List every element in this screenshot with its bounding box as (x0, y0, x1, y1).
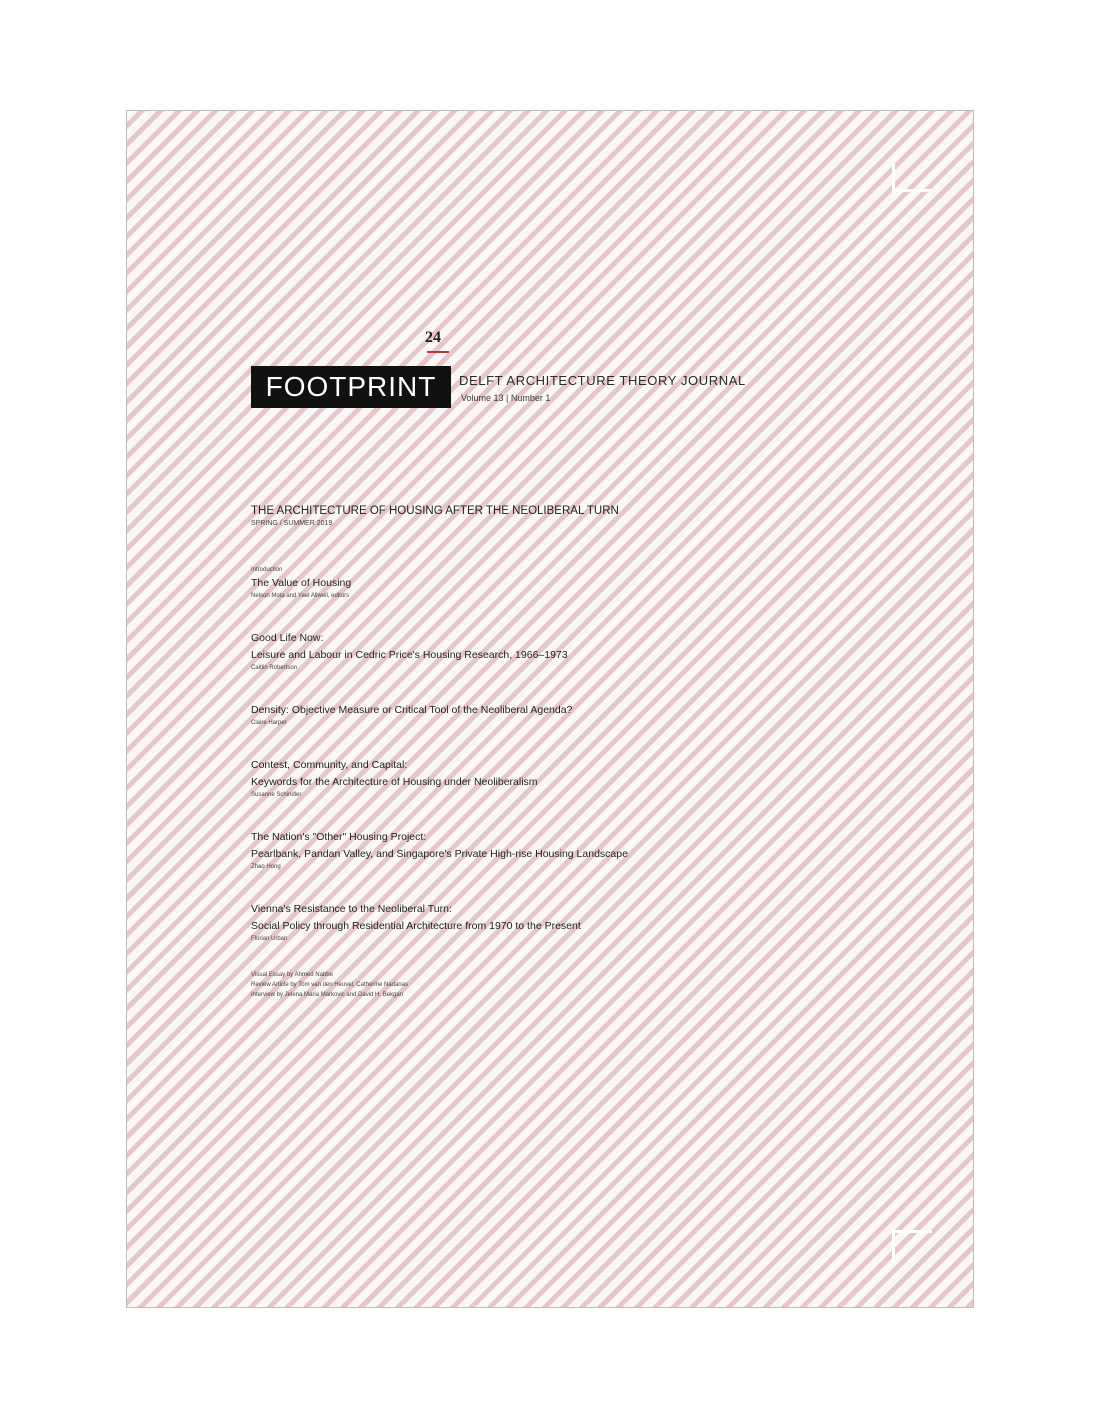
contents-entry (251, 631, 891, 671)
entry-subtitle: Pearlbank, Pandan Valley, and Singapore's Private High-rise Housing Landscape (251, 848, 628, 860)
credit-line: Review Article by Tom van den Heuvel, Catherine Nadanas (251, 982, 408, 988)
entry-author: Zhao Hong (251, 864, 281, 870)
entry-author: Nelson Mota and Yael Allweil, editors (251, 593, 350, 599)
journal-name: DELFT ARCHITECTURE THEORY JOURNAL (459, 373, 746, 388)
entry-title: Good Life Now: (251, 632, 324, 644)
contents-entry (251, 758, 891, 798)
entry-title: The Value of Housing (251, 577, 352, 589)
entry-author: Florian Urban (251, 936, 288, 942)
issue-number-underline (427, 351, 449, 353)
contents-entry (251, 567, 891, 599)
credit-line: Interview by Jelena Maria Markovic and David H. Bekgan (251, 992, 404, 998)
footprint-logo: FOOTPRINT (251, 366, 451, 408)
entry-title: The Nation's "Other" Housing Project: (251, 831, 427, 843)
entry-author: Susanne Schindler (251, 792, 302, 798)
entry-author: Caitlin Robertson (251, 665, 298, 671)
volume-number: Volume 13 | Number 1 (461, 393, 551, 403)
issue-number: 24 (425, 329, 441, 346)
issue-season: SPRING / SUMMER 2019 (251, 520, 333, 527)
issue-title: THE ARCHITECTURE OF HOUSING AFTER THE NEOLIBERAL TURN (251, 505, 619, 517)
credit-line: Visual Essay by Ahmed Nabbe (251, 972, 333, 978)
entry-subtitle: Social Policy through Residential Architecture from 1970 to the Present (251, 920, 581, 932)
contents-entry (251, 830, 891, 870)
entry-subtitle: Keywords for the Architecture of Housing under Neoliberalism (251, 776, 538, 788)
entry-subtitle: Leisure and Labour in Cedric Price's Housing Research, 1966–1973 (251, 649, 568, 661)
entry-title: Density: Objective Measure or Critical Tool of the Neoliberal Agenda? (251, 704, 573, 716)
entry-author: Claire Harper (251, 720, 287, 726)
crop-mark-bottom-horizontal (892, 1230, 932, 1233)
table-of-contents (251, 505, 891, 1002)
crop-mark-bottom (892, 1233, 895, 1263)
crop-mark-top (892, 163, 895, 191)
entry-kicker: Introduction (251, 567, 283, 573)
contents-credits (251, 972, 891, 998)
entry-title: Vienna's Resistance to the Neoliberal Turn: (251, 903, 452, 915)
contents-entry (251, 902, 891, 942)
entry-title: Contest, Community, and Capital: (251, 759, 408, 771)
journal-cover (126, 110, 974, 1308)
contents-entry (251, 703, 891, 726)
crop-mark-top-horizontal (892, 189, 932, 192)
